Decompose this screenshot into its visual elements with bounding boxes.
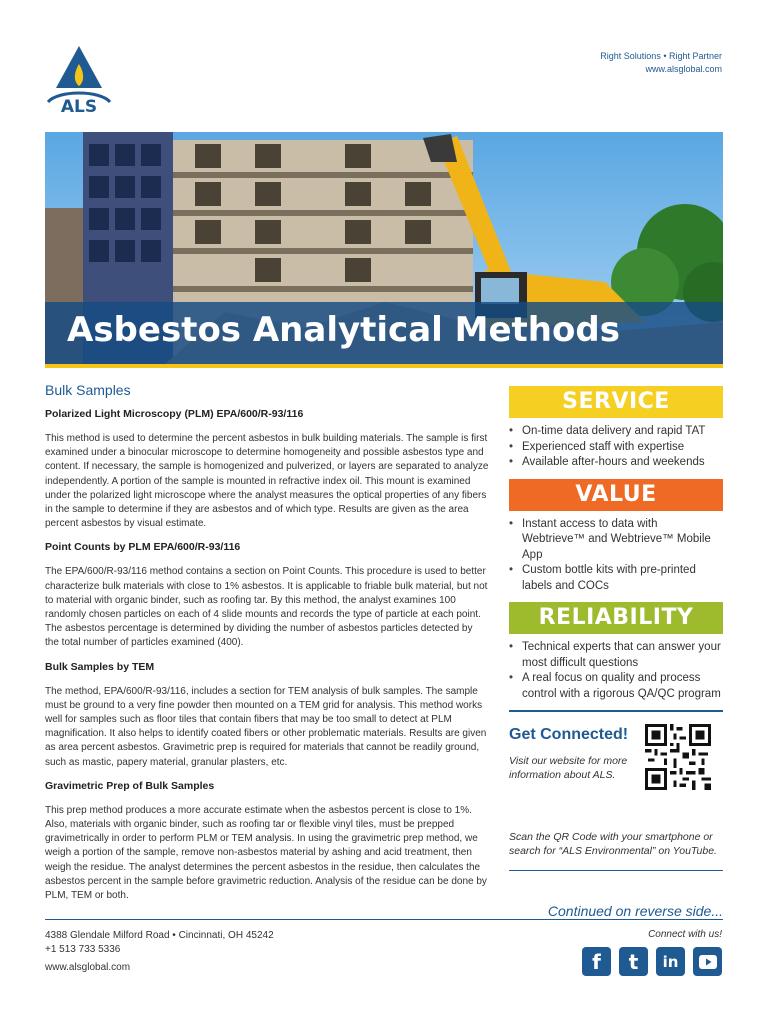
gravimetric-heading: Gravimetric Prep of Bulk Samples <box>45 779 215 792</box>
footer-website[interactable]: www.alsglobal.com <box>45 962 131 973</box>
hero-accent-line <box>45 364 723 368</box>
service-banner: SERVICE <box>509 386 723 418</box>
value-list <box>509 517 723 595</box>
header-website[interactable]: www.alsglobal.com <box>645 64 722 74</box>
get-connected-text: Visit our website for more information about ALS. <box>509 755 628 781</box>
plm-heading: Polarized Light Microscopy (PLM) EPA/600/R-93/116 <box>45 408 304 420</box>
list-item: • Custom bottle kits with pre-printed labels and COCs <box>509 563 723 594</box>
hero-title-bar <box>45 302 723 364</box>
sidebar <box>509 386 723 919</box>
reliability-banner: RELIABILITY <box>509 602 723 634</box>
tagline-block <box>600 50 722 76</box>
continued-note: Continued on reverse side... <box>547 903 723 919</box>
twitter-icon[interactable]: t <box>619 947 648 976</box>
value-banner: VALUE <box>509 479 723 511</box>
facebook-icon[interactable]: f <box>582 947 611 976</box>
hero-image <box>45 132 723 364</box>
list-item: • Experienced staff with expertise <box>509 440 723 456</box>
point-counts-heading: Point Counts by PLM EPA/600/R-93/116 <box>45 541 241 554</box>
logo-text: ALS <box>60 97 98 116</box>
qr-code-icon[interactable] <box>645 724 711 790</box>
youtube-icon[interactable] <box>693 947 722 976</box>
list-item: • Technical experts that can answer your most difficult questions <box>509 640 723 671</box>
list-item: • On-time data delivery and rapid TAT <box>509 424 723 440</box>
social-links <box>582 947 722 976</box>
list-item: • Instant access to data with Webtrieve™ and Webtrieve™ Mobile App <box>509 517 723 564</box>
point-counts-text: The EPA/600/R-93/116 method contains a section on Point Counts. This procedure is used to better characterize bulk materials with close to 1% asbestos. It is applicable to friable bulk material, but not to material with organic binder, such as roofing tar. By this method, the analyst examines 100 randomly chosen particles on each of 4 slide mounts and records the type of particle at each point. The asbestos percentage is determined by dividing the number of asbestos particles detected by the total number of particles examined (400). <box>45 566 488 649</box>
footer-address: 4388 Glendale Milford Road • Cincinnati, OH 45242 <box>45 930 274 941</box>
footer-divider <box>45 919 723 920</box>
page-title: Asbestos Analytical Methods <box>67 310 620 350</box>
list-item: • Available after-hours and weekends <box>509 455 723 471</box>
service-list <box>509 424 723 471</box>
gravimetric-text: This prep method produces a more accurate estimate when the asbestos percent is close to 1%. Also, materials with organic binder, such as roofing tar or flexible vinyl tiles, must be prepped gravimetrically in order to perform PLM or TEM analysis. In using the gravimetric prep method, we weigh a portion of the sample, remove non-asbestos material by ashing and acid treatment, then weigh the residue. The analyst determines the percent asbestos in the residue, then calculates the asbestos percent in the sample before gravimetric reduction. Analysis of the residue can be done by PLM, TEM or both. <box>45 804 487 902</box>
scan-qr-text: Scan the QR Code with your smartphone or search for “ALS Environmental” on YouTube. <box>509 831 717 857</box>
main-content <box>45 382 489 913</box>
tagline: Right Solutions • Right Partner <box>600 51 722 61</box>
connect-with-label: Connect with us! <box>648 929 722 940</box>
tem-text: The method, EPA/600/R-93/116, includes a section for TEM analysis of bulk samples. The sample must be ground to a very fine powder then mounted on a TEM grid for analysis. This method works well for samples such as floor tiles that contain fibers that may be too small to detect at PLM magnification. It also helps to identify coated fibers or other problematic materials. Results are given as area percent asbestos. Gravimetric prep is required for materials that cannot be readily ground, such as mastic, papery material, granular plasters, etc. <box>45 685 487 768</box>
footer-phone: +1 513 733 5336 <box>45 943 121 955</box>
als-logo <box>44 44 114 116</box>
divider <box>509 870 723 871</box>
list-item: • A real focus on quality and process control with a rigorous QA/QC program <box>509 671 723 702</box>
linkedin-icon[interactable]: in <box>656 947 685 976</box>
get-connected-title: Get Connected! <box>509 726 629 743</box>
reliability-list <box>509 640 723 702</box>
get-connected-box <box>509 712 723 830</box>
footer-address-block <box>45 929 274 956</box>
tem-heading: Bulk Samples by TEM <box>45 660 155 673</box>
plm-text: This method is used to determine the percent asbestos in bulk building materials. The sample is first examined under a binocular microscope to determine homogeneity and possible asbestos type and content. If necessary, the sample is homogenized and pulverized, or layers are separated to analyze independently. A portion of the sample is mounted in refractive index oil. This mount is examined under the polarized light microscope where the analyst measures the optical properties of any fibers in the sample to determine if they are asbestos and of which type. Results are given as the area percent asbestos by visual estimate. <box>45 433 489 530</box>
section-title: Bulk Samples <box>45 382 131 398</box>
